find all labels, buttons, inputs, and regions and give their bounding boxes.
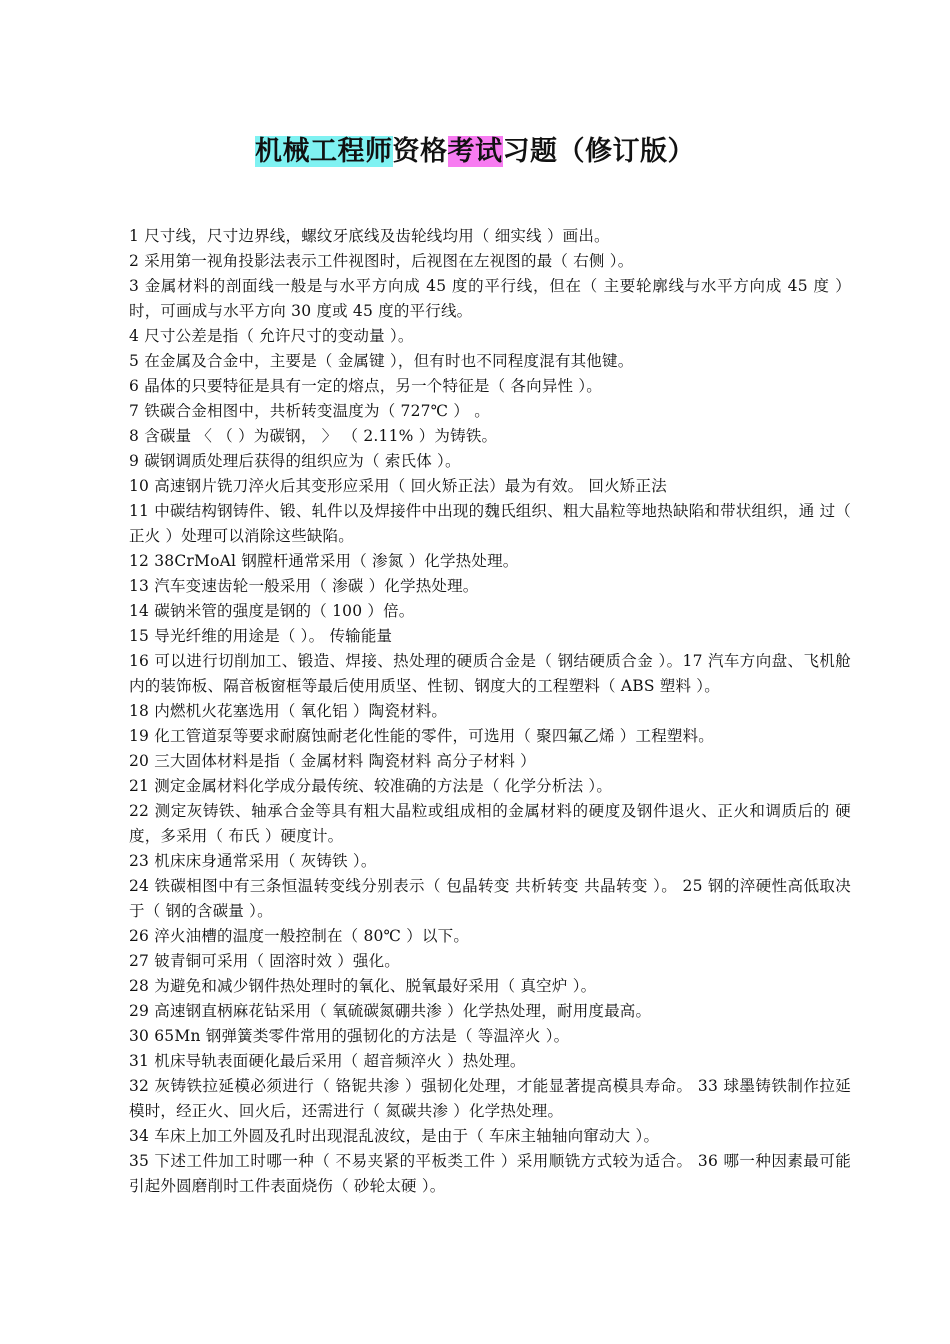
- question-line: 35 下述工件加工时哪一种（ 不易夹紧的平板类工件 ）采用顺铣方式较为适合。 36 哪一种因素最可能引起外圆磨削时工件表面烧伤（ 砂轮太硬 ）。: [129, 1152, 851, 1195]
- question-line: 27 铍青铜可采用（ 固溶时效 ）强化。: [129, 952, 401, 970]
- question-line: 11 中碳结构钢铸件、锻、轧件以及焊接件中出现的魏氏组织、粗大晶粒等地热缺陷和带状组织，通 过（ 正火 ）处理可以消除这些缺陷。: [129, 502, 851, 545]
- question-line: 24 铁碳相图中有三条恒温转变线分别表示（ 包晶转变 共析转变 共晶转变 ）。 25 钢的淬硬性高低取决于（ 钢的含碳量 ）。: [129, 877, 851, 920]
- title-segment: 资格: [392, 136, 448, 167]
- document-title: [0, 132, 950, 172]
- question-line: 1 尺寸线，尺寸边界线，螺纹牙底线及齿轮线均用（ 细实线 ）画出。: [129, 227, 610, 245]
- question-line: 14 碳钠米管的强度是钢的（ 100 ）倍。: [129, 602, 415, 620]
- question-line: 19 化工管道泵等要求耐腐蚀耐老化性能的零件，可选用（ 聚四氟乙烯 ）工程塑料。: [129, 727, 715, 745]
- question-line: 5 在金属及合金中，主要是（ 金属键 ），但有时也不同程度混有其他键。: [129, 352, 634, 370]
- question-line: 10 高速钢片铣刀淬火后其变形应采用（ 回火矫正法）最为有效。 回火矫正法: [129, 477, 667, 495]
- question-line: 6 晶体的只要特征是具有一定的熔点，另一个特征是（ 各向异性 ）。: [129, 377, 602, 395]
- question-line: 30 65Mn 钢弹簧类零件常用的强韧化的方法是（ 等温淬火 ）。: [129, 1027, 570, 1045]
- title-highlight-magenta: 考试: [447, 136, 503, 167]
- question-line: 16 可以进行切削加工、锻造、焊接、热处理的硬质合金是（ 钢结硬质合金 ）。17 汽车方向盘、飞机舱内的装饰板、隔音板窗框等最后使用质坚、性韧、钢度大的工程塑料（ ABS 塑料 ）。: [129, 652, 851, 695]
- question-line: 9 碳钢调质处理后获得的组织应为（ 索氏体 ）。: [129, 452, 461, 470]
- question-line: 28 为避免和减少钢件热处理时的氧化、脱氧最好采用（ 真空炉 ）。: [129, 977, 597, 995]
- title-highlight-cyan: 机械工程师: [255, 136, 393, 167]
- question-line: 22 测定灰铸铁、轴承合金等具有粗大晶粒或组成相的金属材料的硬度及钢件退火、正火和调质后的 硬度，多采用（ 布氏 ）硬度计。: [129, 802, 851, 845]
- question-line: 20 三大固体材料是指（ 金属材料 陶瓷材料 高分子材料 ）: [129, 752, 536, 770]
- question-line: 29 高速钢直柄麻花钻采用（ 氧硫碳氮硼共渗 ）化学热处理，耐用度最高。: [129, 1002, 652, 1020]
- question-line: 31 机床导轨表面硬化最后采用（ 超音频淬火 ）热处理。: [129, 1052, 526, 1070]
- question-line: 23 机床床身通常采用（ 灰铸铁 ）。: [129, 852, 377, 870]
- question-line: 4 尺寸公差是指（ 允许尺寸的变动量 ）。: [129, 327, 414, 345]
- question-list: [129, 224, 851, 1199]
- question-line: 18 内燃机火花塞选用（ 氧化铝 ）陶瓷材料。: [129, 702, 448, 720]
- question-line: 34 车床上加工外圆及孔时出现混乱波纹，是由于（ 车床主轴轴向窜动大 ）。: [129, 1127, 660, 1145]
- question-line: 13 汽车变速齿轮一般采用（ 渗碳 ）化学热处理。: [129, 577, 479, 595]
- question-line: 26 淬火油槽的温度一般控制在（ 80℃ ）以下。: [129, 927, 470, 945]
- question-line: 32 灰铸铁拉延模必须进行（ 铬铌共渗 ）强韧化处理，才能显著提高模具寿命。 33 球墨铸铁制作拉延模时，经正火、回火后，还需进行（ 氮碳共渗 ）化学热处理。: [129, 1077, 851, 1120]
- title-segment: 习题（修订版）: [502, 136, 695, 167]
- question-line: 3 金属材料的剖面线一般是与水平方向成 45 度的平行线，但在（ 主要轮廓线与水平方向成 45 度 ） 时，可画成与水平方向 30 度或 45 度的平行线。: [129, 277, 851, 320]
- question-line: 2 采用第一视角投影法表示工件视图时，后视图在左视图的最（ 右侧 ）。: [129, 252, 634, 270]
- question-line: 8 含碳量 〈 （ ）为碳钢， 〉 （ 2.11% ）为铸铁。: [129, 427, 498, 445]
- question-line: 21 测定金属材料化学成分最传统、较准确的方法是（ 化学分析法 ）。: [129, 777, 613, 795]
- question-line: 12 38CrMoAl 钢膛杆通常采用（ 渗氮 ）化学热处理。: [129, 552, 519, 570]
- question-line: 7 铁碳合金相图中，共析转变温度为（ 727℃ ） 。: [129, 402, 490, 420]
- question-line: 15 导光纤维的用途是（ ）。 传输能量: [129, 627, 393, 645]
